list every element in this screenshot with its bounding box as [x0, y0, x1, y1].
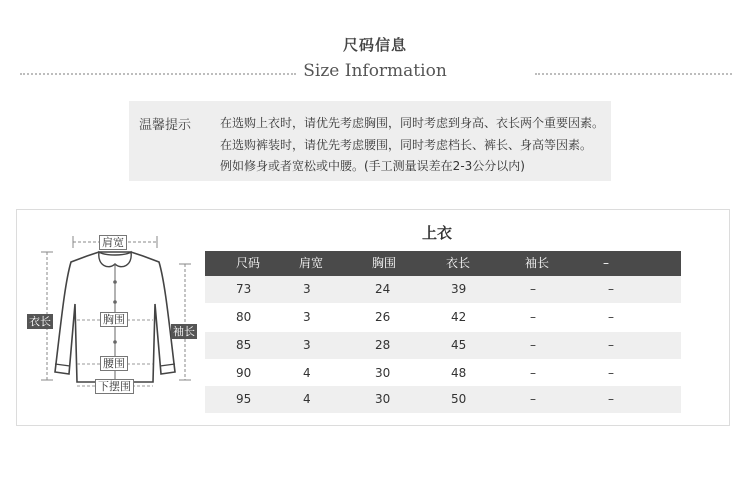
cell-length: 42 [451, 310, 467, 324]
size-title-cn: 尺码信息 [342, 36, 407, 54]
cell-chest: 24 [375, 282, 391, 296]
table-row [205, 304, 681, 331]
tips-line-2: 在选购裤装时，请优先考虑腰围，同时考虑档长、裤长、身高等因素。 [220, 138, 593, 152]
size-panel [16, 209, 730, 426]
table-title: 上衣 [421, 224, 452, 242]
header-extra: – [603, 256, 609, 270]
cell-extra: – [608, 366, 614, 380]
cell-sleeve: – [530, 282, 536, 296]
cell-extra: – [608, 282, 614, 296]
cell-shoulder: 4 [303, 392, 311, 406]
tips-line-3: 例如修身或者宽松或中腰。(手工测量误差在2-3公分以内) [220, 159, 525, 173]
header-length: 衣长 [446, 256, 471, 270]
cell-size: 85 [236, 338, 252, 352]
cell-sleeve: – [530, 338, 536, 352]
garment-diagram [25, 222, 205, 394]
header-sleeve: 袖长 [525, 256, 550, 270]
cell-sleeve: – [530, 310, 536, 324]
table-row [205, 386, 681, 413]
header-size: 尺码 [236, 256, 261, 270]
size-title-en: Size Information [303, 61, 447, 81]
cell-sleeve: – [530, 392, 536, 406]
header-chest: 胸围 [372, 256, 397, 270]
cell-sleeve: – [530, 366, 536, 380]
sleeve-tag: 袖长 [173, 325, 195, 338]
hem-tag: 下摆围 [95, 379, 134, 394]
cell-size: 90 [236, 366, 252, 380]
cell-chest: 26 [375, 310, 391, 324]
chest-tag: 胸围 [100, 312, 128, 327]
cell-shoulder: 3 [303, 282, 311, 296]
tips-label: 温馨提示 [139, 118, 192, 133]
header-shoulder: 肩宽 [299, 256, 324, 270]
cell-extra: – [608, 338, 614, 352]
cell-size: 73 [236, 282, 252, 296]
cell-shoulder: 3 [303, 310, 311, 324]
cell-chest: 30 [375, 366, 391, 380]
waist-tag: 腰围 [100, 356, 128, 371]
shoulder-width-tag: 肩宽 [99, 235, 127, 250]
table-row [205, 276, 681, 303]
cell-extra: – [608, 310, 614, 324]
tips-line-1: 在选购上衣时，请优先考虑胸围，同时考虑到身高、衣长两个重要因素。 [220, 116, 605, 130]
cell-length: 45 [451, 338, 467, 352]
cell-shoulder: 3 [303, 338, 311, 352]
cell-chest: 28 [375, 338, 391, 352]
length-tag: 衣长 [29, 315, 51, 328]
cell-size: 80 [236, 310, 252, 324]
cell-shoulder: 4 [303, 366, 311, 380]
table-row [205, 360, 681, 387]
size-table-header [205, 251, 681, 276]
cell-length: 50 [451, 392, 467, 406]
cell-chest: 30 [375, 392, 391, 406]
cell-size: 95 [236, 392, 252, 406]
cell-extra: – [608, 392, 614, 406]
cell-length: 48 [451, 366, 467, 380]
tips-box [129, 101, 611, 181]
table-row [205, 332, 681, 359]
cell-length: 39 [451, 282, 467, 296]
dotted-rule-right [535, 73, 732, 75]
